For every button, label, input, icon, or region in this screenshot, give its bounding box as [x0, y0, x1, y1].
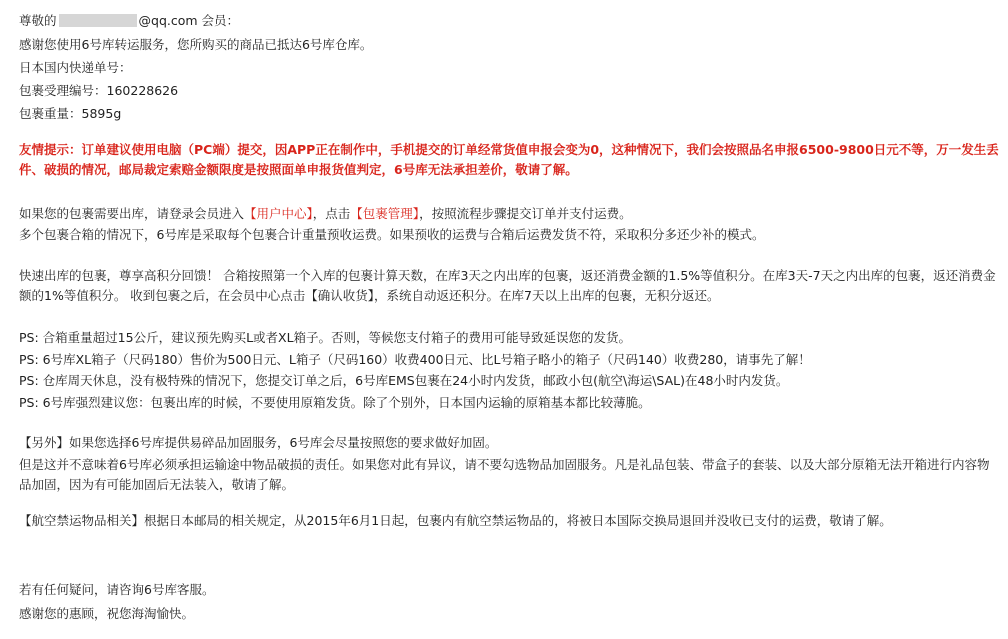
- shipping-text-3: ，按照流程步骤提交订单并支付运费。: [419, 206, 632, 221]
- combine-box-text: 多个包裹合箱的情况下，6号库是采取每个包裹合计重量预收运费。如果预收的运费与合箱后运费发货不符，采取积分多还少补的模式。: [19, 227, 765, 242]
- email-domain: @qq.com: [138, 13, 198, 28]
- greeting-prefix: 尊敬的: [19, 13, 57, 28]
- weight-value: 5895g: [81, 106, 122, 121]
- ps-item: PS: 仓库周天休息，没有极特殊的情况下，您提交订单之后，6号库EMS包裹在24小时内发货，邮政小包(航空\海运\SAL)在48小时内发货。: [19, 373, 789, 388]
- redacted-username: [59, 14, 137, 27]
- warning-notice: 友情提示：订单建议使用电脑（PC端）提交，因APP正在制作中，手机提交的订单经常货值申报会变为0，这种情况下，我们会按照品名申报6500-9800日元不等，万一发生丢件、破损的情况，邮局裁定索赔金额限度是按照面单申报货值判定，6号库无法承担差价，敬请了解。: [19, 142, 999, 177]
- weight-label: 包裹重量：: [19, 106, 82, 121]
- reinforce-disclaimer: 但是这并不意味着6号库必须承担运输途中物品破损的责任。如果您对此有异议，请不要勾选物品加固服务。凡是礼品包装、带盒子的套装、以及大部分原箱无法开箱进行内容物品加固，因为有可能加固后无法装入，敬请了解。: [19, 457, 990, 492]
- shipping-text-1: 如果您的包裹需要出库，请登录会员进入: [19, 206, 245, 221]
- user-center-link: 【用户中心】: [244, 206, 313, 221]
- greeting-line: [19, 11, 239, 31]
- shipping-instructions: [19, 204, 632, 224]
- reinforce-notice: 【另外】如果您选择6号库提供易碎品加固服务，6号库会尽量按照您的要求做好加固。: [19, 435, 498, 450]
- ps-item: PS: 6号库强烈建议您：包裹出库的时候，不要使用原箱发货。除了个别外，日本国内运输的原箱基本都比较薄脆。: [19, 395, 651, 410]
- shipping-text-2: ，点击: [312, 206, 351, 221]
- package-management-link: 【包裹管理】: [350, 206, 420, 221]
- closing-thanks: 感谢您的惠顾，祝您海淘愉快。: [19, 606, 195, 621]
- tracking-label: 日本国内快递单号：: [19, 60, 132, 75]
- receipt-label: 包裹受理编号：: [19, 83, 107, 98]
- receipt-number: 160228626: [106, 83, 179, 98]
- tracking-line: [19, 58, 242, 78]
- ps-item: PS: 合箱重量超过15公斤，建议预先购买L或者XL箱子。否则，等候您支付箱子的费用可能导致延误您的发货。: [19, 330, 632, 345]
- aviation-notice: 【航空禁运物品相关】根据日本邮局的相关规定，从2015年6月1日起，包裹内有航空禁运物品的，将被日本国际交换局退回并没收已支付的运费，敬请了解。: [19, 513, 892, 528]
- weight-line: [19, 104, 121, 124]
- intro-text: 感谢您使用6号库转运服务，您所购买的商品已抵达6号库仓库。: [19, 37, 373, 52]
- ps-item: PS: 6号库XL箱子（尺码180）售价为500日元、L箱子（尺码160）收费400日元、比L号箱子略小的箱子（尺码140）收费280，请事先了解！: [19, 352, 811, 367]
- points-policy: 快速出库的包裹，尊享高积分回馈！ 合箱按照第一个入库的包裹计算天数，在库3天之内出库的包裹，返还消费金额的1.5%等值积分。在库3天-7天之内出库的包裹，返还消费金额的1%等值积分。 收到包裹之后，在会员中心点击【确认收货】，系统自动返还积分。在库7天以上出库的包裹，无积分返还。: [19, 268, 996, 303]
- greeting-suffix: 会员：: [197, 13, 240, 28]
- redacted-tracking-number: [132, 61, 242, 74]
- closing-question: 若有任何疑问，请咨询6号库客服。: [19, 582, 215, 597]
- receipt-line: [19, 81, 178, 101]
